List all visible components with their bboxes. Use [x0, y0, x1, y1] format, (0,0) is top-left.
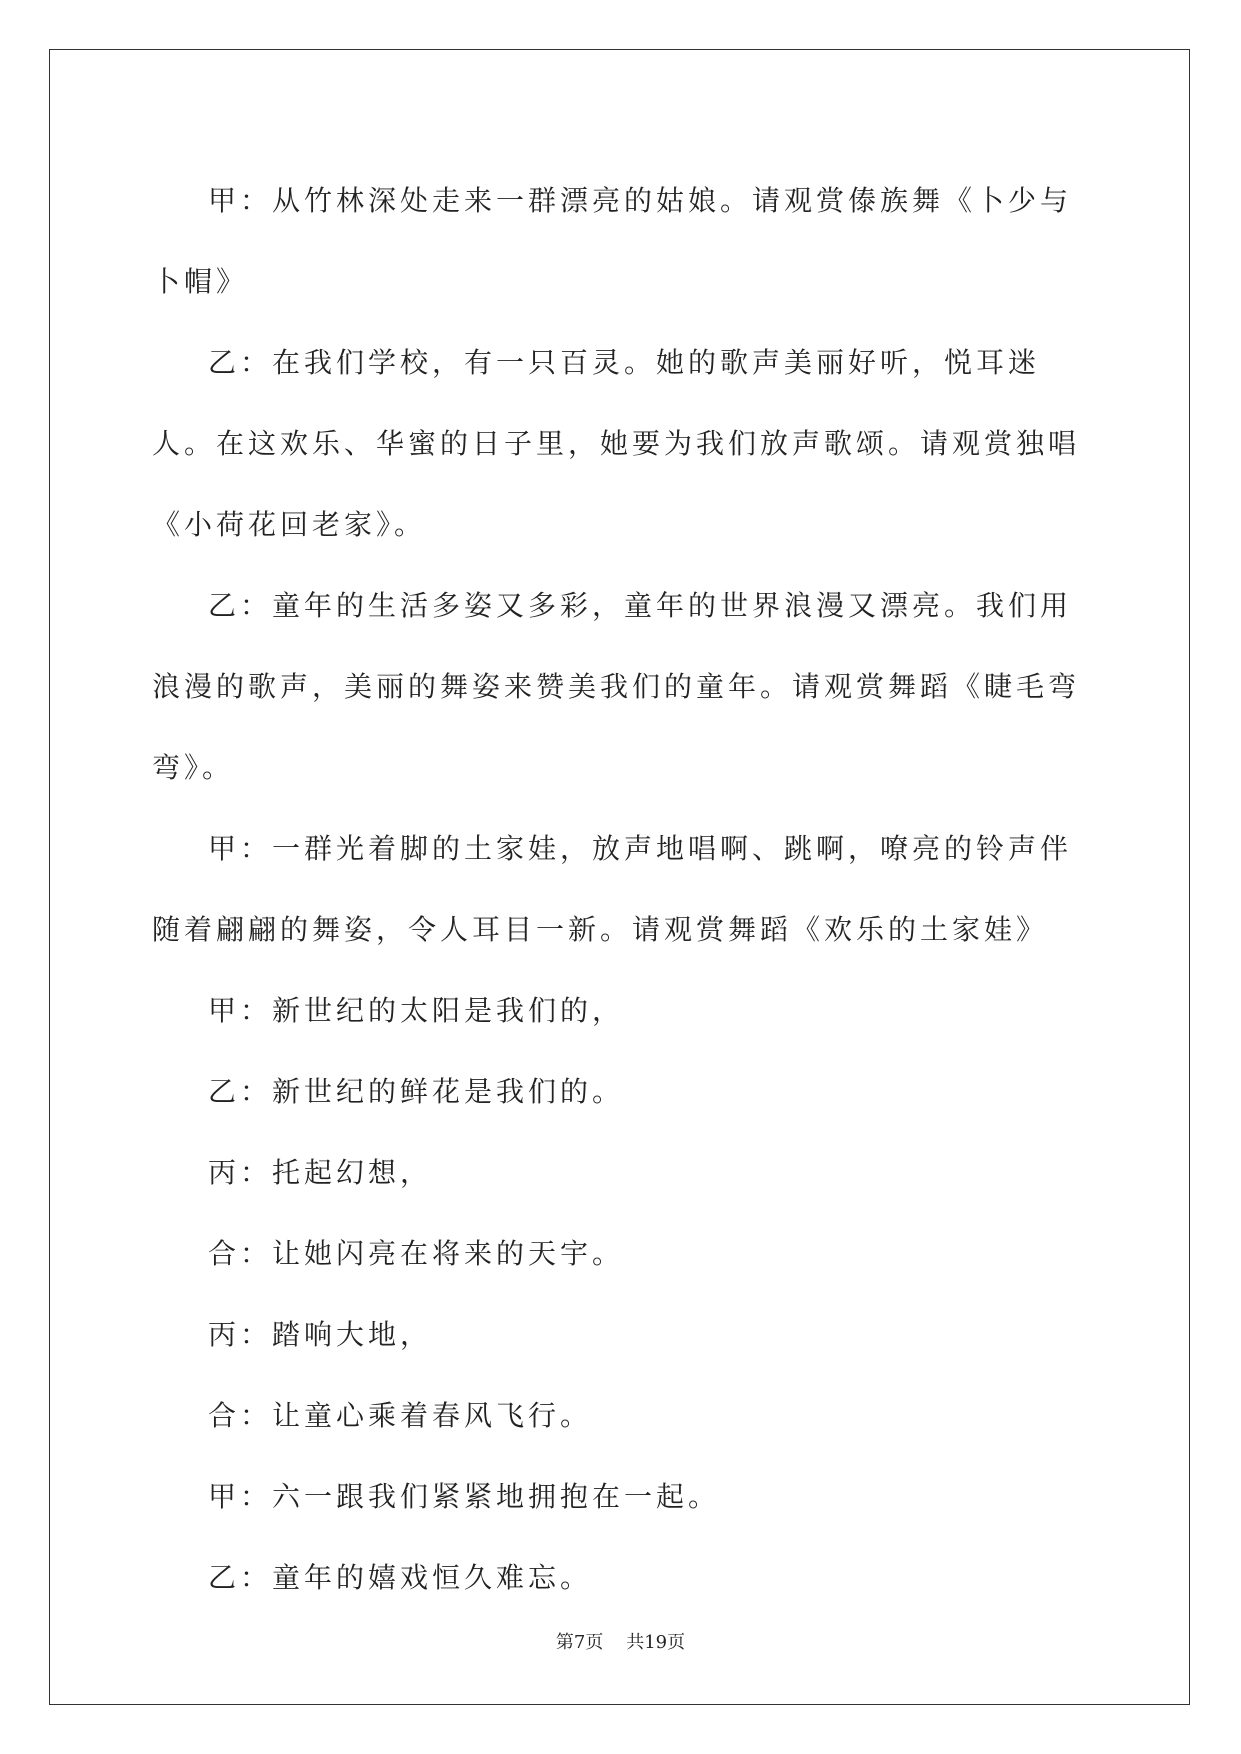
paragraph: 乙：在我们学校，有一只百灵。她的歌声美丽好听，悦耳迷人。在这欢乐、华蜜的日子里，她要为我们放声歌颂。请观赏独唱《小荷花回老家》。 — [152, 346, 1081, 541]
paragraph: 丙：踏响大地， — [208, 1318, 433, 1351]
page-number: 第7页 — [555, 1632, 604, 1653]
paragraph: 合：让童心乘着春风飞行。 — [208, 1399, 593, 1432]
paragraph: 乙：童年的嬉戏恒久难忘。 — [208, 1561, 593, 1594]
document-body — [152, 160, 1082, 1618]
paragraph: 乙：新世纪的鲜花是我们的。 — [208, 1075, 625, 1108]
paragraph: 乙：童年的生活多姿又多彩，童年的世界浪漫又漂亮。我们用浪漫的歌声，美丽的舞姿来赞美我们的童年。请观赏舞蹈《睫毛弯弯》。 — [152, 589, 1081, 784]
paragraph: 合：让她闪亮在将来的天宇。 — [208, 1237, 625, 1270]
page-footer — [0, 1628, 1241, 1654]
paragraph: 甲：六一跟我们紧紧地拥抱在一起。 — [208, 1480, 721, 1513]
paragraph: 丙：托起幻想， — [208, 1156, 433, 1189]
page-total: 共19页 — [626, 1632, 686, 1653]
paragraph: 甲：一群光着脚的土家娃，放声地唱啊、跳啊，嘹亮的铃声伴随着翩翩的舞姿，令人耳目一新。请观赏舞蹈《欢乐的土家娃》 — [152, 832, 1073, 946]
paragraph: 甲：新世纪的太阳是我们的， — [208, 994, 625, 1027]
paragraph: 甲：从竹林深处走来一群漂亮的姑娘。请观赏傣族舞《卜少与卜帽》 — [152, 184, 1073, 298]
